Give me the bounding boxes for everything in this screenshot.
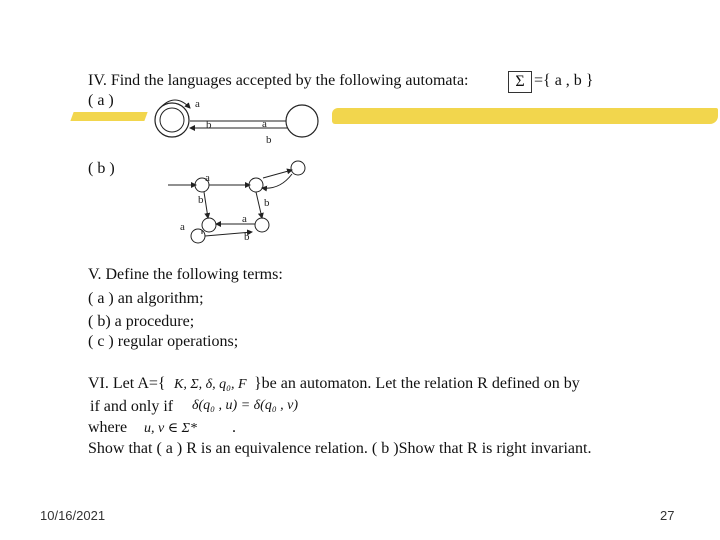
footer-date: 10/16/2021: [40, 508, 106, 523]
q6-equation: δ(q₀ , u) = δ(q₀ , v): [192, 398, 299, 413]
q4-title: IV. Find the languages accepted by the following automata:: [88, 72, 469, 89]
q6-line3-end: .: [232, 419, 236, 436]
q6-line1-end: }be an automaton. Let the relation R defined on by: [254, 375, 580, 392]
label-b-4: a: [242, 213, 247, 225]
state-b5: [191, 229, 205, 243]
label-a-edge: a: [262, 118, 267, 130]
q6-line2: if and only if: [90, 398, 174, 415]
q6-where-math: u, v ∈ Σ*: [144, 421, 197, 436]
label-b-5: a: [180, 221, 185, 233]
q5-item-b: ( b) a procedure;: [88, 313, 195, 330]
footer-page-number: 27: [660, 508, 675, 523]
q4-part-b-label: ( b ): [88, 160, 115, 177]
label-b-2: b: [198, 194, 204, 206]
alphabet-definition: ={ a , b }: [534, 72, 594, 89]
q6-line4: Show that ( a ) R is an equivalence relation. ( b )Show that R is right invariant.: [88, 440, 592, 457]
q6-tuple: K, Σ, δ, q₀, F: [174, 377, 247, 392]
state-b2: [291, 161, 305, 175]
label-a-b-small: b: [206, 119, 212, 131]
q4-part-a-label: ( a ): [88, 92, 114, 109]
label-b-6: b: [244, 231, 250, 243]
label-b-1: a: [205, 172, 210, 184]
label-b-3: b: [264, 197, 270, 209]
label-a-loop: a: [195, 98, 200, 110]
sigma-icon: Σ: [508, 71, 532, 93]
state-b3: [202, 218, 216, 232]
label-b-edge: b: [266, 134, 272, 146]
q5-item-c: ( c ) regular operations;: [88, 333, 239, 350]
q5-title: V. Define the following terms:: [88, 266, 283, 283]
q5-item-a: ( a ) an algorithm;: [88, 290, 204, 307]
q6-line1-start: VI. Let A={: [88, 375, 166, 392]
state-b1: [249, 178, 263, 192]
state-b4: [255, 218, 269, 232]
q6-line3: where: [88, 419, 128, 436]
